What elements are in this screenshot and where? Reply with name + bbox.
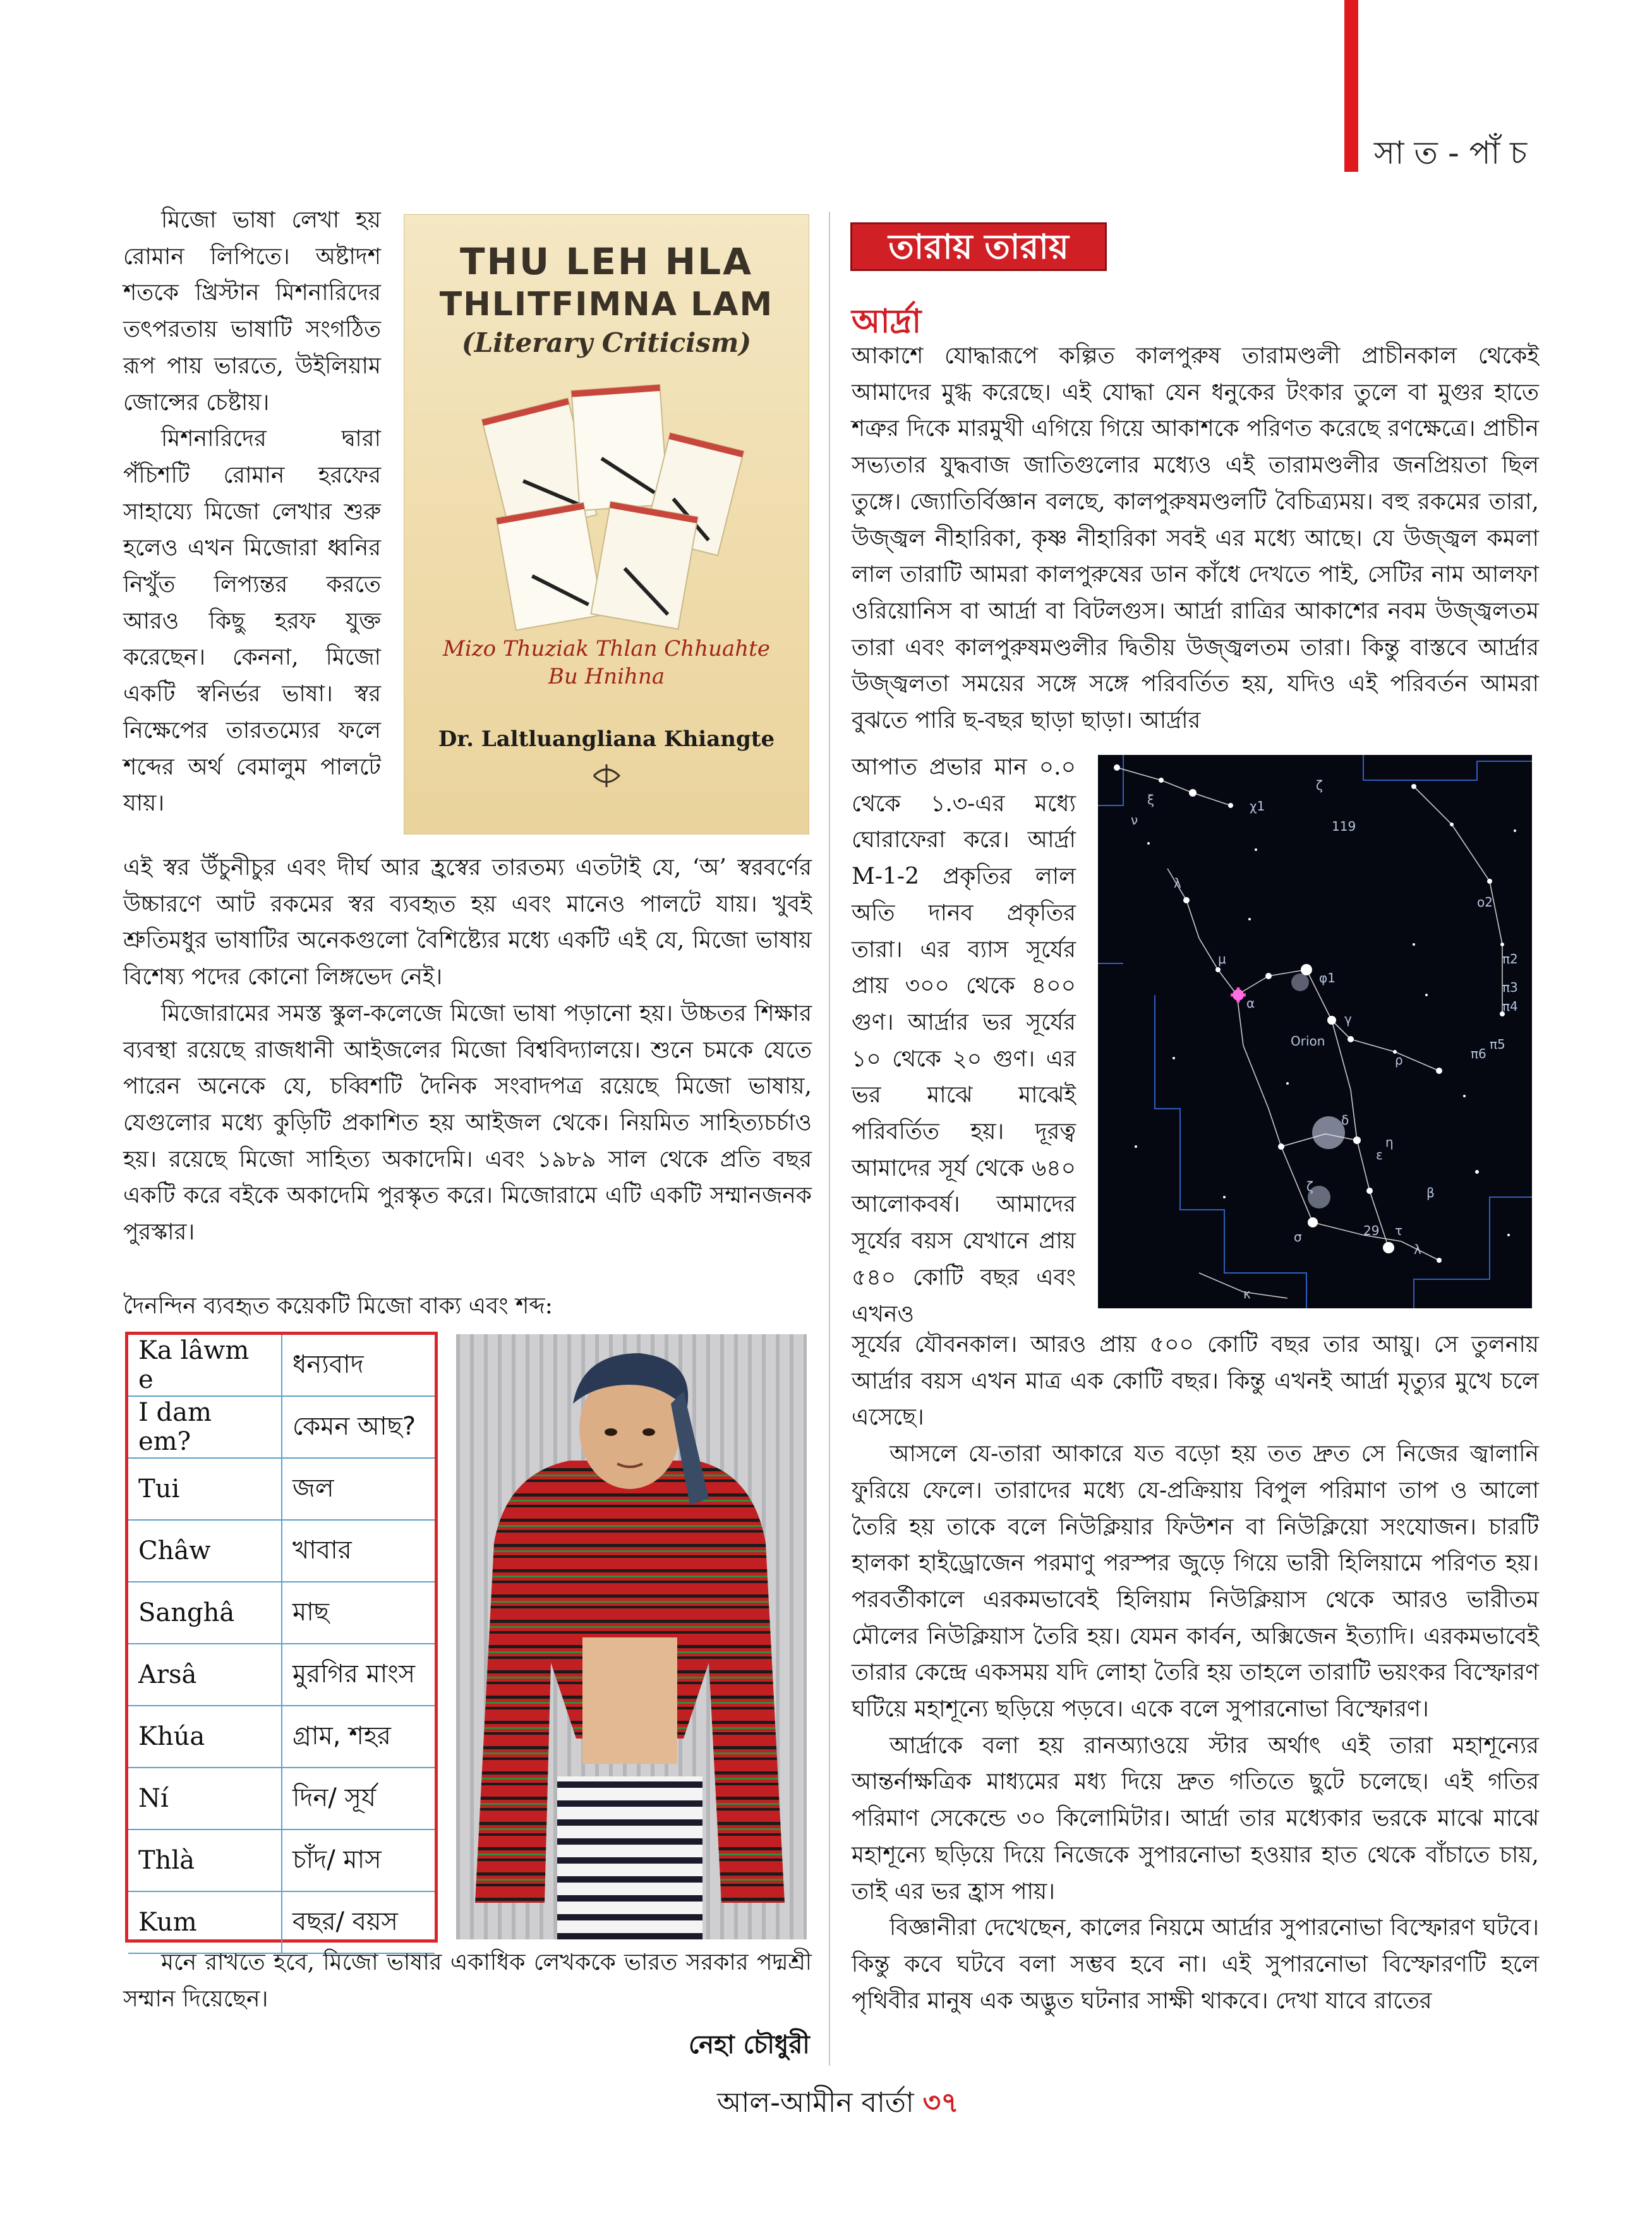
table-row — [128, 1829, 435, 1891]
article-subheading: আর্দ্রা — [852, 303, 922, 341]
mizo-word: Châw — [128, 1520, 282, 1582]
book-title-line1: THU LEH HLA — [459, 240, 754, 283]
star-label: Orion — [1291, 1034, 1325, 1049]
column-divider — [829, 212, 830, 2066]
star-label: ο2 — [1477, 895, 1493, 910]
bangla-meaning: জল — [282, 1458, 435, 1520]
star-label: 29 — [1363, 1223, 1380, 1238]
paragraph: সূর্যের যৌবনকাল। আরও প্রায় ৫০০ কোটি বছর তার আয়ু। সে তুলনায় আর্দ্রার বয়স এখন মাত্র এক কোটি বছর। কিন্তু এখনই আর্দ্রা মৃত্যুর মুখে চলে এসেছে। — [852, 1332, 1539, 1431]
bangla-meaning: চাঁদ/ মাস — [282, 1829, 435, 1891]
book-cover-illustration — [480, 382, 745, 635]
author-byline: নেহা চৌধুরী — [689, 2030, 810, 2059]
paragraph: আকাশে যোদ্ধারূপে কল্পিত কালপুরুষ তারামণ্ডলী প্রাচীনকাল থেকেই আমাদের মুগ্ধ করেছে। এই যোদ্ধা যেন ধনুকের টংকার তুলে বা মুগুর হাতে শত্রুর দিকে মারমুখী এগিয়ে গিয়ে আকাশকে পরিণত করেছে রণক্ষেত্রে। প্রাচীন সভ্যতার যুদ্ধবাজ জাতিগুলোর মধ্যেও এই তারামণ্ডলীর জনপ্রিয়তা ছিল তুঙ্গে। জ্যোতির্বিজ্ঞান বলছে, কালপুরুষমণ্ডলটি বৈচিত্র্যময়। বহু রকমের তারা, উজ্জ্বল নীহারিকা, কৃষ্ণ নীহারিকা সবই এর মধ্যে আছে। যে উজ্জ্বল কমলা লাল তারাটি আমরা কালপুরুষের ডান কাঁধে দেখতে পাই, সেটির নাম আলফা ওরিয়োনিস বা আর্দ্রা বা বিটলগুস। আর্দ্রা রাত্রির আকাশের নবম উজ্জ্বলতম তারা এবং কালপুরুষমণ্ডলীর দ্বিতীয় উজ্জ্বলতম তারা। কিন্তু বাস্তবে আর্দ্রার উজ্জ্বলতা সময়ের সঙ্গে সঙ্গে পরিবর্তিত হয়, যদিও এই পরিবর্তন আমরা বুঝতে পারি ছ-বছর ছাড়া ছাড়া। আর্দ্রার — [852, 343, 1539, 734]
mizo-word: Tui — [128, 1458, 282, 1520]
star-label: δ — [1341, 1112, 1349, 1128]
mizo-word: I dam em? — [128, 1396, 282, 1458]
table-row — [128, 1644, 435, 1706]
star-label: λ — [1414, 1242, 1421, 1257]
star-label: λ — [1174, 876, 1181, 891]
paragraph: আপাত প্রভার মান ০.০ থেকে ১.৩-এর মধ্যে ঘোরাফেরা করে। আর্দ্রা M-1-2 প্রকৃতির লাল অতি দানব প্রকৃতির তারা। এর ব্যাস সূর্যের প্রায় ৩০০ থেকে ৪০০ গুণ। আর্দ্রার ভর সূর্যের ১০ থেকে ২০ গুণ। এর ভর মাঝে মাঝেই পরিবর্তিত হয়। দূরত্ব আমাদের সূর্য থেকে ৬৪০ আলোকবর্ষ। আমাদের সূর্যের বয়স যেখানে প্রায় ৫৪০ কোটি বছর এবং এখনও — [852, 754, 1076, 1327]
paragraph: মিশনারিদের দ্বারা পঁচিশটি রোমান হরফের সাহায্যে মিজো লেখার শুরু হলেও এখন মিজোরা ধ্বনির নিখুঁত লিপ্যন্তর করতে আরও কিছু হরফ যুক্ত করেছেন। কেননা, মিজো একটি স্বনির্ভর ভাষা। স্বর নিক্ষেপের তারতম্যের ফলে শব্দের অর্থ বেমালুম পালটে যায়। — [123, 426, 381, 817]
star-label: τ — [1395, 1223, 1403, 1238]
vocabulary-table — [125, 1332, 438, 1943]
bangla-meaning: দিন/ সূর্য — [282, 1768, 435, 1829]
mizo-word: Sanghâ — [128, 1582, 282, 1644]
star-label: π5 — [1490, 1037, 1505, 1052]
table-row — [128, 1396, 435, 1458]
mizo-boy-photo — [456, 1334, 807, 1939]
orion-star-map — [1098, 755, 1532, 1308]
star-label: ξ — [1147, 792, 1155, 807]
mizo-word: Ka lâwm e — [128, 1335, 282, 1396]
book-title-line2: THLITFIMNA LAM — [439, 286, 774, 323]
ornament-icon — [588, 763, 625, 788]
right-column-top-text — [852, 338, 1539, 739]
betelgeuse-star — [1233, 989, 1244, 1001]
star-label: π2 — [1502, 951, 1518, 967]
bangla-meaning: খাবার — [282, 1520, 435, 1582]
star-label: α — [1246, 996, 1255, 1011]
bangla-meaning: মাছ — [282, 1582, 435, 1644]
table-row — [128, 1458, 435, 1520]
star-label: β — [1426, 1185, 1435, 1200]
book-tagline — [430, 635, 783, 690]
star-label: χ1 — [1250, 799, 1265, 814]
mizo-word: Ní — [128, 1768, 282, 1829]
star-label: π4 — [1502, 999, 1518, 1014]
left-column-body — [123, 850, 812, 1251]
star-label: ε — [1376, 1147, 1383, 1162]
table-intro: দৈনন্দিন ব্যবহৃত কয়েকটি মিজো বাক্য এবং শব্দ: — [123, 1293, 553, 1319]
paragraph: আর্দ্রাকে বলা হয় রানঅ্যাওয়ে স্টার অর্থাৎ এই তারা মহাশূন্যের আন্তর্নাক্ষত্রিক মাধ্যমের মধ্য দিয়ে দ্রুত গতিতে ছুটে চলেছে। এই গতির পরিমাণ সেকেন্ডে ৩০ কিলোমিটার। আর্দ্রা তার মধ্যেকার ভরকে মাঝে মাঝে মহাশূন্যে ছড়িয়ে দিয়ে নিজেকে সুপারনোভা হওয়ার হাত থেকে বাঁচাতে চায়, তাই এর ভর হ্রাস পায়। — [852, 1732, 1539, 1905]
mizo-word: Thlà — [128, 1829, 282, 1891]
bangla-meaning: মুরগির মাংস — [282, 1644, 435, 1706]
paragraph: এই স্বর উঁচুনীচুর এবং দীর্ঘ আর হ্রস্বের তারতম্য এতটাই যে, ‘অ’ স্বরবর্ণের উচ্চারণে আট রকমের স্বর ব্যবহৃত হয় এবং মানেও পালটে যায়। খুবই শ্রুতিমধুর ভাষাটির অনেকগুলো বৈশিষ্ট্যের মধ্যে একটি এই যে, মিজো ভাষায় বিশেষ্য পদের কোনো লিঙ্গভেদ নেই। — [123, 855, 812, 991]
left-column-closing — [123, 1944, 812, 2017]
bangla-meaning: কেমন আছ? — [282, 1396, 435, 1458]
section-banner — [850, 222, 1107, 271]
star-label: π6 — [1471, 1046, 1486, 1061]
mizo-word: Khúa — [128, 1706, 282, 1768]
star-label: φ1 — [1319, 970, 1335, 985]
bangla-meaning: বছর/ বয়স — [282, 1891, 435, 1953]
book-subtitle: (Literary Criticism) — [461, 327, 752, 358]
table-row — [128, 1335, 435, 1396]
page-footer — [717, 2082, 959, 2128]
paragraph: মিজো ভাষা লেখা হয় রোমান লিপিতে। অষ্টাদশ শতকে খ্রিস্টান মিশনারিদের তৎপরতায় ভাষাটি সংগঠিত রূপ পায় ভারতে, উইলিয়াম জোন্সের চেষ্টায়। — [123, 207, 381, 416]
star-label: ρ — [1395, 1052, 1403, 1068]
table-row — [128, 1520, 435, 1582]
header-red-bar — [1344, 0, 1358, 172]
orion-nebula-glow — [1312, 1116, 1345, 1149]
star-label: μ — [1218, 951, 1226, 967]
star-label: γ — [1344, 1011, 1352, 1027]
paragraph: মিজোরামের সমস্ত স্কুল-কলেজে মিজো ভাষা পড়ানো হয়। উচ্চতর শিক্ষার ব্যবস্থা রয়েছে রাজধানী আইজলের মিজো বিশ্ববিদ্যালয়ে। শুনে চমকে যেতে পারেন অনেকে যে, চব্বিশটি দৈনিক সংবাদপত্র রয়েছে মিজো ভাষায়, যেগুলোর মধ্যে কুড়িটি প্রকাশিত হয় আইজল থেকে। নিয়মিত সাহিত্যচর্চাও হয়। রয়েছে মিজো সাহিত্য অকাদেমি। এবং ১৯৮৯ সাল থেকে প্রতি বছর একটি করে বইকে অকাদেমি পুরস্কৃত করে। মিজোরামে এটি একটি সম্মানজনক পুরস্কার। — [123, 1000, 812, 1246]
star-glow — [1291, 973, 1309, 991]
book-cover-image — [404, 215, 809, 834]
bangla-meaning: গ্রাম, শহর — [282, 1706, 435, 1768]
star-label: π3 — [1502, 980, 1518, 995]
table-row — [128, 1768, 435, 1829]
book-tagline-line2: Bu Hnihna — [548, 664, 665, 689]
book-tagline-line1: Mizo Thuziak Thlan Chhuahte — [443, 636, 770, 661]
book-author: Dr. Laltluangliana Khiangte — [438, 726, 775, 752]
paragraph: বিজ্ঞানীরা দেখেছেন, কালের নিয়মে আর্দ্রার সুপারনোভা বিস্ফোরণ ঘটবে। কিন্তু কবে ঘটবে বলা সম্ভব হবে না। এই সুপারনোভা বিস্ফোরণটি হলে পৃথিবীর মানুষ এক অদ্ভুত ঘটনার সাক্ষী থাকবে। দেখা যাবে রাতের — [852, 1915, 1539, 2014]
table-row — [128, 1582, 435, 1644]
star-label: κ — [1243, 1286, 1251, 1301]
star-label: 119 — [1332, 819, 1356, 834]
star-label: η — [1385, 1135, 1394, 1150]
star-label: ν — [1131, 812, 1138, 828]
table-row — [128, 1706, 435, 1768]
page-number: ৩৭ — [922, 2087, 959, 2119]
right-column-narrow-text — [852, 749, 1076, 1332]
mizo-word: Arsâ — [128, 1644, 282, 1706]
bangla-meaning: ধন্যবাদ — [282, 1335, 435, 1396]
star-label: ζ — [1306, 1179, 1313, 1194]
left-column-top-text — [123, 202, 381, 822]
star-label: ζ — [1316, 778, 1323, 793]
section-banner-text: তারায় তারায় — [888, 227, 1069, 267]
paragraph: মনে রাখতে হবে, মিজো ভাষার একাধিক লেখককে ভারত সরকার পদ্মশ্রী সম্মান দিয়েছেন। — [123, 1950, 812, 2012]
magazine-name: আল-আমীন বার্তা — [717, 2087, 923, 2119]
paragraph: আসলে যে-তারা আকারে যত বড়ো হয় তত দ্রুত সে নিজের জ্বালানি ফুরিয়ে ফেলে। তারাদের মধ্যে যে-প্রক্রিয়ায় বিপুল পরিমাণ তাপ ও আলো তৈরি হয় তাকে বলে নিউক্লিয়ার ফিউশন বা নিউক্লিয়ো সংযোজন। চারটি হালকা হাইড্রোজেন পরমাণু পরস্পর জুড়ে গিয়ে ভারী হিলিয়ামে পরিণত হয়। পরবর্তীকালে এরকমভাবেই হিলিয়াম নিউক্লিয়াস থেকে আরও ভারীতম মৌলের নিউক্লিয়াস তৈরি হয়। যেমন কার্বন, অক্সিজেন ইত্যাদি। এরকমভাবেই তারার কেন্দ্রে একসময় যদি লোহা তৈরি হয় তাহলে তারাটি ভয়ংকর বিস্ফোরণ ঘটিয়ে মহাশূন্যে ছড়িয়ে পড়বে। একে বলে সুপারনোভা বিস্ফোরণ। — [852, 1441, 1539, 1723]
page-section-label: সা ত - পাঁ চ — [1374, 135, 1528, 171]
mizo-word: Kum — [128, 1891, 282, 1953]
right-column-body — [852, 1327, 1539, 2019]
star-label: σ — [1294, 1229, 1302, 1245]
